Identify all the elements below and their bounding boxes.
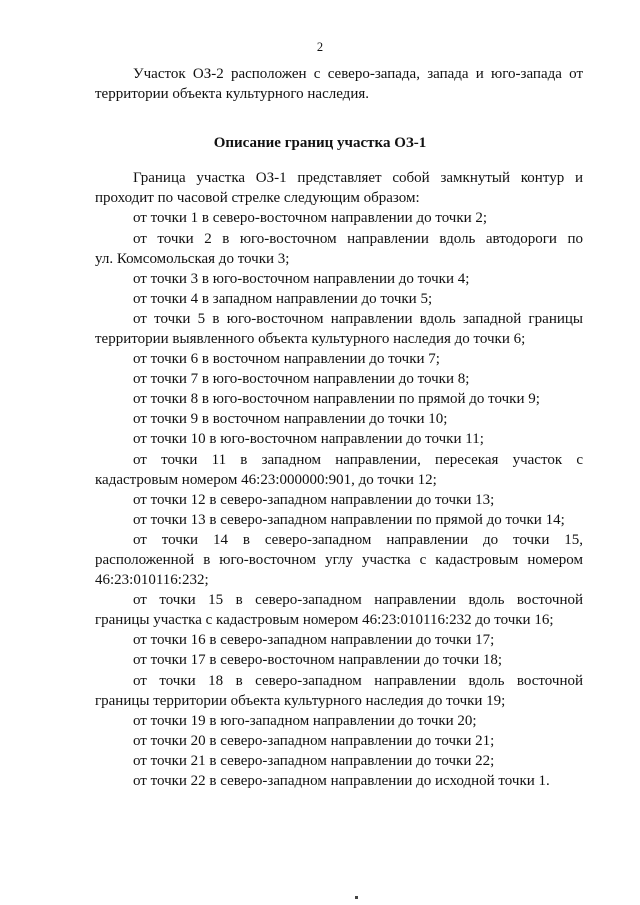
intro-line: территории объекта культурного наследия. — [95, 86, 369, 102]
paragraph-line: от точки 2 в юго-восточном направлении вдоль автодороги по — [133, 231, 583, 247]
scan-speck — [355, 896, 358, 899]
paragraph-line: от точки 16 в северо-западном направлении до точки 17; — [133, 632, 495, 648]
paragraph-line: границы участка с кадастровым номером 46:23:010116:232 до точки 16; — [95, 612, 554, 628]
paragraph-line: от точки 11 в западном направлении, пересекая участок с — [133, 452, 583, 468]
paragraph-line: от точки 18 в северо-западном направлении вдоль восточной — [133, 673, 583, 689]
paragraph-line: кадастровым номером 46:23:000000:901, до точки 12; — [95, 472, 437, 488]
paragraph-line: от точки 3 в юго-восточном направлении до точки 4; — [133, 271, 470, 287]
paragraph-line: от точки 17 в северо-восточном направлении до точки 18; — [133, 652, 503, 668]
paragraph-line: 46:23:010116:232; — [95, 572, 209, 588]
intro-line: Участок ОЗ-2 расположен с северо-запада, запада и юго-запада от — [133, 66, 583, 82]
paragraph-line: ул. Комсомольская до точки 3; — [95, 251, 290, 267]
paragraph-line: от точки 9 в восточном направлении до точки 10; — [133, 411, 448, 427]
paragraph-line: от точки 8 в юго-восточном направлении по прямой до точки 9; — [133, 391, 540, 407]
paragraph-line: от точки 1 в северо-восточном направлении до точки 2; — [133, 210, 488, 226]
paragraph-line: границы территории объекта культурного наследия до точки 19; — [95, 693, 506, 709]
paragraph-line: от точки 10 в юго-восточном направлении до точки 11; — [133, 431, 484, 447]
paragraph-line: от точки 14 в северо-западном направлении до точки 15, — [133, 532, 583, 548]
paragraph-line: от точки 21 в северо-западном направлении до точки 22; — [133, 753, 495, 769]
paragraph-line: Граница участка ОЗ-1 представляет собой замкнутый контур и — [133, 170, 583, 186]
paragraph-line: от точки 19 в юго-западном направлении до точки 20; — [133, 713, 477, 729]
paragraph-line: от точки 4 в западном направлении до точки 5; — [133, 291, 433, 307]
paragraph-line: от точки 5 в юго-восточном направлении вдоль западной границы — [133, 311, 583, 327]
paragraph-line: от точки 15 в северо-западном направлении вдоль восточной — [133, 592, 583, 608]
section-heading: Описание границ участка ОЗ-1 — [213, 135, 427, 151]
paragraph-line: от точки 20 в северо-западном направлении до точки 21; — [133, 733, 495, 749]
paragraph-line: от точки 22 в северо-западном направлении до исходной точки 1. — [133, 773, 550, 789]
paragraph-line: от точки 6 в восточном направлении до точки 7; — [133, 351, 440, 367]
paragraph-line: проходит по часовой стрелке следующим образом: — [95, 190, 420, 206]
paragraph-line: территории выявленного объекта культурного наследия до точки 6; — [95, 331, 526, 347]
paragraph-line: от точки 13 в северо-западном направлении по прямой до точки 14; — [133, 512, 565, 528]
page-number: 2 — [316, 40, 324, 54]
paragraph-line: от точки 7 в юго-восточном направлении до точки 8; — [133, 371, 470, 387]
paragraph-line: расположенной в юго-восточном углу участка с кадастровым номером — [95, 552, 583, 568]
paragraph-line: от точки 12 в северо-западном направлении до точки 13; — [133, 492, 495, 508]
